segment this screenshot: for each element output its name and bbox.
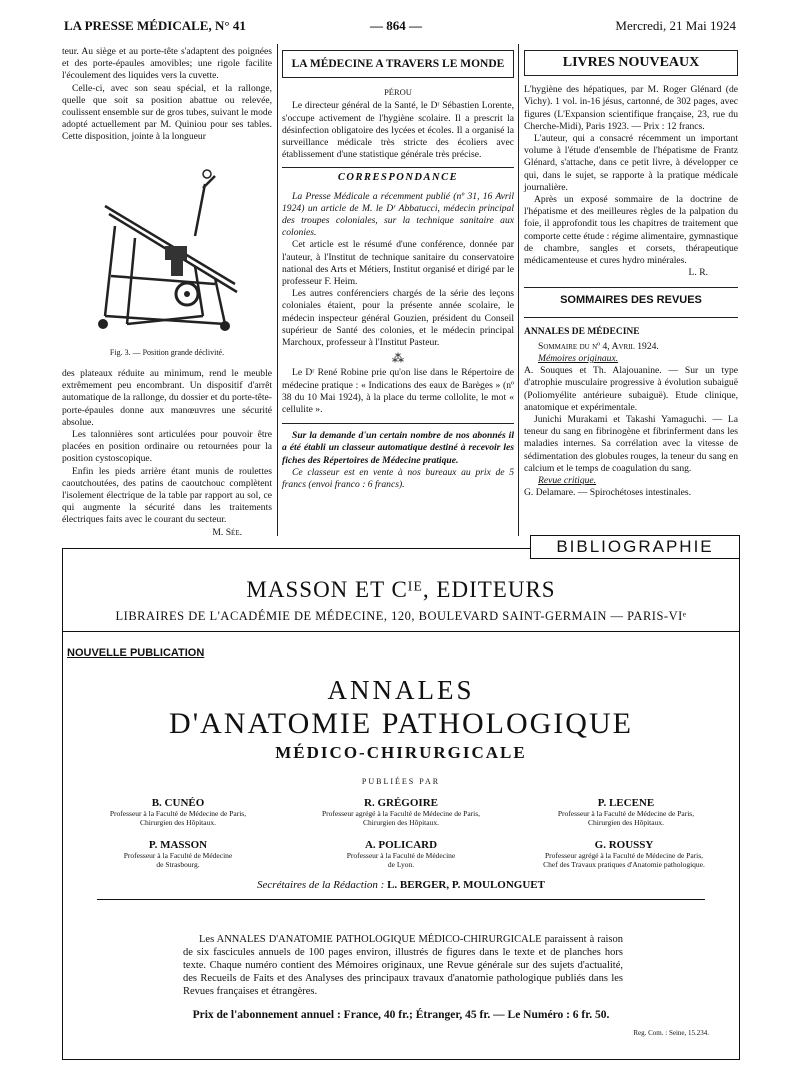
author-block [511, 839, 737, 869]
registre-commerce: Reg. Com. : Seine, 15.234. [633, 1029, 709, 1037]
paragraph: Le directeur général de la Santé, le Dʳ Sébastien Lorente, s'occupe activement de l'hygiène scolaire. Il a prescrit la désinfection obligatoire des lycées et écoles. Il a organisé la surveillance médicale très stricte des écoliers avec établissement d'une statistique générale très précise. [282, 100, 514, 161]
paragraph: La Presse Médicale a récemment publié (nº 31, 16 Avril 1924) un article de M. le Dʳ Abbatucci, médecin principal des troupes coloniales, sur la technique sanitaire aux colonies. [282, 190, 514, 239]
journal-name: ANNALES DE MÉDECINE [524, 326, 640, 337]
summary-item: G. Delamare. — Spirochétoses intestinales. [524, 487, 692, 499]
author-title: de Strasbourg. [156, 860, 200, 869]
subsection-heading: PÉROU [384, 87, 412, 98]
column-rule [277, 44, 278, 536]
author-title: Chirurgien des Hôpitaux. [140, 818, 216, 827]
author-title: Professeur agrégé à la Faculté de Médecine de Paris, [321, 809, 481, 818]
secretaires-line [63, 879, 739, 891]
divider [97, 899, 705, 900]
reviewer-initials: L. R. [688, 267, 708, 279]
author-block [73, 797, 283, 827]
column-left-continued [62, 368, 272, 539]
figure-operating-table [75, 166, 265, 342]
divider [524, 287, 738, 288]
bibliographie-advertisement [62, 537, 740, 1060]
author-title: Chef des Travaux pratiques d'Anatomie pathologique. [543, 860, 705, 869]
author-title: Chirurgien des Hôpitaux. [588, 818, 664, 827]
author-title: Professeur à la Faculté de Médecine de Paris, [557, 809, 695, 818]
nouvelle-publication-label: NOUVELLE PUBLICATION [67, 647, 205, 659]
title-line-1: ANNALES [327, 675, 475, 705]
divider [524, 317, 738, 318]
title-line-3: MÉDICO-CHIRURGICALE [275, 743, 527, 762]
column-rule [518, 44, 519, 536]
author-title: de Lyon. [387, 860, 415, 869]
author-signature: M. Sée. [212, 526, 242, 538]
title-line-2: D'ANATOMIE PATHOLOGIQUE [169, 707, 633, 740]
author-name: A. POLICARD [364, 839, 438, 851]
author-name: B. CUNÉO [151, 797, 205, 809]
publisher-name: MASSON ET Cᴵᴱ, EDITEURS [246, 577, 556, 602]
author-title: Professeur à la Faculté de Médecine [123, 851, 233, 860]
secretaires-names: L. BERGER, P. MOULONGUET [387, 879, 545, 891]
author-name: P. MASSON [148, 839, 208, 851]
publiees-par: PUBLIÉES PAR [361, 777, 441, 786]
section-title-medecine-monde: LA MÉDECINE A TRAVERS LE MONDE [282, 50, 514, 78]
stars-ornament: ⁂ [392, 351, 404, 366]
paragraph: teur. Au siège et au porte-tête s'adaptent des poignées et des porte-épaules amovibles; une rigole facilite l'écoulement des liquides vers la cuvette. [62, 46, 272, 82]
summary-item: A. Souques et Th. Alajouanine. — Sur un type d'atrophie musculaire progressive à évolution subaiguë (Poliomyélite antérieure subaiguë). Etude clinique, anatomique et expérimentale. [524, 365, 738, 413]
secretaires-label: Secrétaires de la Rédaction : [257, 879, 385, 891]
author-title: Professeur à la Faculté de Médecine [346, 851, 456, 860]
section-title-livres: LIVRES NOUVEAUX [524, 50, 738, 76]
paragraph: Cet article est le résumé d'une conférence, donnée par l'auteur, à l'Institut de technique sanitaire du conservatoire national des Arts et Métiers, Institut organisé et dirigé par le professeur F. Heim. [282, 239, 514, 288]
memoires-heading: Mémoires originaux. [538, 353, 619, 365]
section-title-correspondance: CORRESPONDANCE [337, 172, 459, 184]
paragraph: Les autres conférenciers chargés de la série des leçons coloniales étaient, pour la présente année scolaire, le médecin inspecteur général Gouzien, président du Conseil supérieur de Santé des colonies, et le médecin principal Marchoux, professeur à l'Institut Pasteur. [282, 288, 514, 349]
divider [63, 631, 739, 632]
issue-date: Mercredi, 21 Mai 1924 [615, 18, 736, 33]
author-block [291, 839, 511, 869]
page-number: — 864 — [370, 18, 422, 33]
paragraph: Enfin les pieds arrière étant munis de roulettes caoutchoutées, des patins de caoutchouc complètent l'isolement électrique de la table par rapport au sol, ce qui augmente la sécurité dans les traitements électriques faits avec le courant du secteur. [62, 465, 272, 526]
publisher-address: LIBRAIRES DE L'ACADÉMIE DE MÉDECINE, 120, BOULEVARD SAINT-GERMAIN — PARIS-VIᵉ [115, 609, 687, 623]
journal-description: Les ANNALES D'ANATOMIE PATHOLOGIQUE MÉDICO-CHIRURGICALE paraissent à raison de six fascicules annuels de 100 pages environ, illustrés de figures dans le texte et de planches hors texte. Chaque numéro contient des Mémoires originaux, une Revue générale sur des sujets d'actualité, des Recueils de Faits et des Analyses des principaux travaux d'anatomie pathologique publiés dans les Revues françaises et étrangères. [183, 934, 623, 997]
paragraph: Le Dʳ René Robine prie qu'on lise dans le Répertoire de médecine pratique : « Indications des eaux de Barèges » (nº 38 du 10 Mai 1924), à la place du terme collolite, le mot « cellulite ». [282, 367, 514, 416]
notice: Sur la demande d'un certain nombre de nos abonnés il a été établi un classeur automatique destiné à recevoir les fiches des Répertoires de Médecine pratique. [282, 430, 514, 466]
paragraph: Après un exposé sommaire de la doctrine de l'hépatisme et des meilleures règles de la palpation du foie, il approfondit tous les chapitres de traitement que comporte cette étude : régime alimentaire, gymnastique de chambre, sangles et corsets, thérapeutique médicamenteuse et cures hydro minérales. [524, 194, 738, 267]
author-name: G. ROUSSY [594, 839, 654, 851]
section-title-sommaires: SOMMAIRES DES REVUES [560, 294, 702, 307]
figure-caption: Fig. 3. — Position grande déclivité. [109, 348, 225, 357]
paragraph: des plateaux réduite au minimum, rend le meuble extrêmement peu encombrant. Un dispositif d'arrêt automatique de la rallonge, du dossier et du porte-tête-porte-épaules donne aux manœuvres une sécurité absolue. [62, 368, 272, 428]
sommaire-line: Sommaire du nº 4, Avril 1924. [538, 340, 659, 352]
author-block [521, 797, 731, 827]
author-name: R. GRÉGOIRE [364, 797, 438, 809]
divider [282, 423, 514, 424]
author-block [291, 797, 511, 827]
notice: Ce classeur est en vente à nos bureaux au prix de 5 francs (envoi franco : 6 francs). [282, 466, 514, 491]
paragraph: Les talonnières sont articulées pour pouvoir être placées en position ordinaire ou retournées pour la position cystoscopique. [62, 429, 272, 465]
author-title: Professeur agrégé à la Faculté de Médecine de Paris, [544, 851, 704, 860]
author-title: Professeur à la Faculté de Médecine de Paris, [109, 809, 247, 818]
book-entry: L'hygiène des hépatiques, par M. Roger Glénard (de Vichy). 1 vol. in-16 jésus, cartonné, de 302 pages, avec figures (L'Expansion scientifique française, 23, rue du Cherche-Midi), Paris 1923. — Prix : 12 francs. [524, 84, 738, 132]
journal-issue: LA PRESSE MÉDICALE, N° 41 [64, 18, 246, 33]
subscription-price: Prix de l'abonnement annuel : France, 40 fr.; Étranger, 45 fr. — Le Numéro : 6 fr. 50. [192, 1009, 610, 1021]
revue-critique-heading: Revue critique. [538, 475, 597, 487]
author-block [73, 839, 283, 869]
bibliographie-label: BIBLIOGRAPHIE [530, 535, 740, 559]
column-right [524, 46, 738, 500]
author-name: P. LECENE [597, 797, 655, 809]
page-header [64, 18, 736, 36]
column-left [62, 46, 272, 144]
paragraph: Celle-ci, avec son seau spécial, et la rallonge, quelle que soit sa position abattue ou relevée, coulissent ensemble sur de gros tubes, suivant le mode adopté actuellement par M. Quiniou pour ses tables. Cette disposition, jointe à la longueur [62, 82, 272, 143]
author-title: Chirurgien des Hôpitaux. [363, 818, 439, 827]
summary-item: Junichi Murakami et Takashi Yamaguchi. — La teneur du sang en fibrinogène et fibrinferment dans les maladies internes. Sa corrélation avec la vitesse de sédimentation des globules rouges, la teneur du sang en calcium et le temps de coagulation du sang. [524, 414, 738, 474]
paragraph: L'auteur, qui a consacré récemment un important volume à l'étude d'ensemble de l'hépatisme de Frantz Glénard, s'attache, dans ce petit livre, à développer ce qui, dans le sujet, se rapporte à la pratique médicale journalière. [524, 133, 738, 193]
column-middle [282, 46, 514, 491]
divider [282, 167, 514, 168]
operating-table-illustration [75, 166, 265, 342]
